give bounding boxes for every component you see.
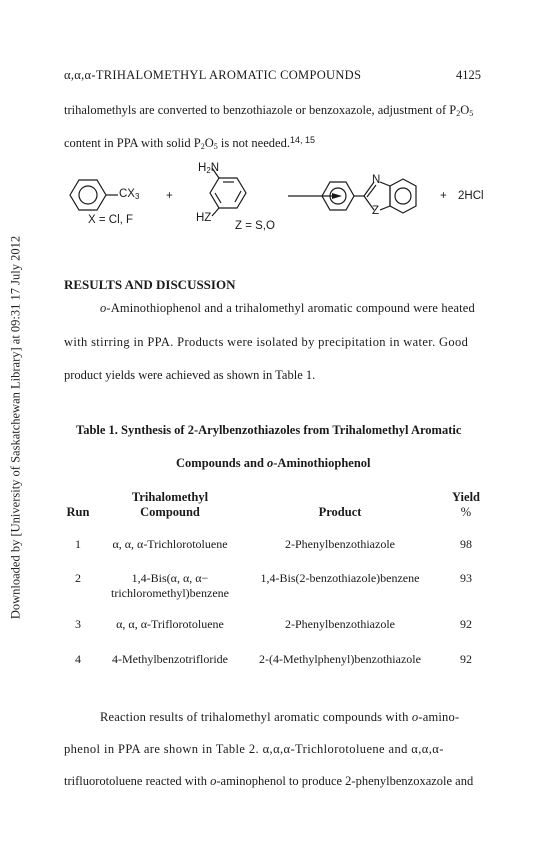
- cell-yield: 98: [460, 537, 472, 551]
- aromatic-circle-1: [79, 186, 97, 204]
- cell-product: 2-Phenylbenzothiazole: [285, 617, 395, 631]
- plus-sign-2: +: [440, 190, 447, 202]
- closing-line-1: Reaction results of trihalomethyl aromatic compounds with o-amino-: [100, 710, 460, 724]
- amino-group: $H_2N$: [198, 162, 220, 175]
- cell-run: 2: [75, 571, 81, 585]
- cell-compound: α, α, α-Triflorotoluene: [116, 617, 224, 631]
- section-heading: RESULTS AND DISCUSSION: [64, 277, 236, 292]
- cell-product: 2-Phenylbenzothiazole: [285, 537, 395, 551]
- table-caption-line-2: Compounds and o-Aminothiophenol: [176, 456, 371, 470]
- reactant1-group: $CX_3$: [119, 188, 140, 201]
- cell-compound: α, α, α-Trichlorotoluene: [112, 537, 228, 551]
- reference-numbers: 14, 15: [289, 135, 315, 145]
- cell-run: 4: [75, 652, 81, 666]
- reactant2-note: Z = S,O: [235, 220, 275, 232]
- page-number: 4125: [456, 68, 481, 82]
- benzene-ring-1: [70, 180, 106, 210]
- results-line-1: o-Aminothiophenol and a trihalomethyl aromatic compound were heated: [100, 301, 475, 315]
- cell-compound: 4-Methylbenzotrifloride: [112, 652, 228, 666]
- cell-run: 3: [75, 617, 81, 631]
- cell-compound: 1,4-Bis(α, α, α−: [131, 571, 209, 585]
- header-product: Product: [318, 505, 362, 519]
- byproduct-hcl: 2HCl: [458, 190, 484, 202]
- reaction-arrow-head: [332, 193, 342, 199]
- bond-c2-n-double: [367, 185, 376, 197]
- reaction-scheme: [60, 160, 520, 240]
- plus-sign-1: +: [166, 190, 173, 202]
- cell-yield: 92: [460, 652, 472, 666]
- table-caption-line-1: Table 1. Synthesis of 2-Arylbenzothiazoles from Trihalomethyl Aromatic: [76, 423, 462, 437]
- cell-yield: 93: [460, 571, 472, 585]
- bond-hz: [212, 208, 219, 216]
- header-compound-line-2: Compound: [140, 505, 200, 519]
- product-z-atom: Z: [372, 205, 380, 217]
- hz-group: HZ: [196, 212, 212, 224]
- bond-z-c: [380, 206, 390, 210]
- cell-yield: 92: [460, 617, 472, 631]
- cell-product: 1,4-Bis(2-benzothiazole)benzene: [260, 571, 420, 585]
- results-line-2: with stirring in PPA. Products were isolated by precipitation in water. Good: [64, 335, 469, 349]
- header-yield-line-1: Yield: [451, 490, 480, 504]
- header-run: Run: [66, 505, 90, 519]
- benzo-ring: [390, 179, 416, 213]
- cell-product: 2-(4-Methylphenyl)benzothiazole: [259, 652, 421, 666]
- double-bond-2: [235, 191, 241, 202]
- running-head-title: α,α,α-TRIHALOMETHYL AROMATIC COMPOUNDS: [64, 68, 362, 82]
- product-n-atom: N: [372, 174, 381, 186]
- intro-line-2: content in PPA with solid $P_2O_5$ is not needed.$^{14, 15}$: [64, 135, 315, 151]
- cell-compound-line-2: trichloromethyl)benzene: [111, 586, 229, 600]
- download-side-note: Downloaded by [University of Saskatchewan Library] at 09:31 17 July 2012: [8, 235, 23, 620]
- closing-line-3: trifluorotoluene reacted with o-aminophenol to produce 2-phenylbenzoxazole and: [64, 774, 474, 788]
- bond-n-c: [380, 182, 390, 186]
- closing-line-2: phenol in PPA are shown in Table 2. α,α,α-Trichlorotoluene and α,α,α-: [64, 742, 444, 756]
- intro-line-1: trihalomethyls are converted to benzothiazole or benzoxazole, adjustment of $P_2O_5$: [64, 103, 474, 118]
- header-compound-line-1: Trihalomethyl: [131, 490, 209, 504]
- reactant1-note: X = Cl, F: [88, 214, 134, 226]
- results-line-3: product yields were achieved as shown in Table 1.: [64, 368, 316, 382]
- cell-run: 1: [75, 537, 81, 551]
- benzo-circle: [395, 188, 411, 204]
- header-yield-line-2: %: [460, 505, 472, 519]
- double-bond-3: [215, 193, 221, 203]
